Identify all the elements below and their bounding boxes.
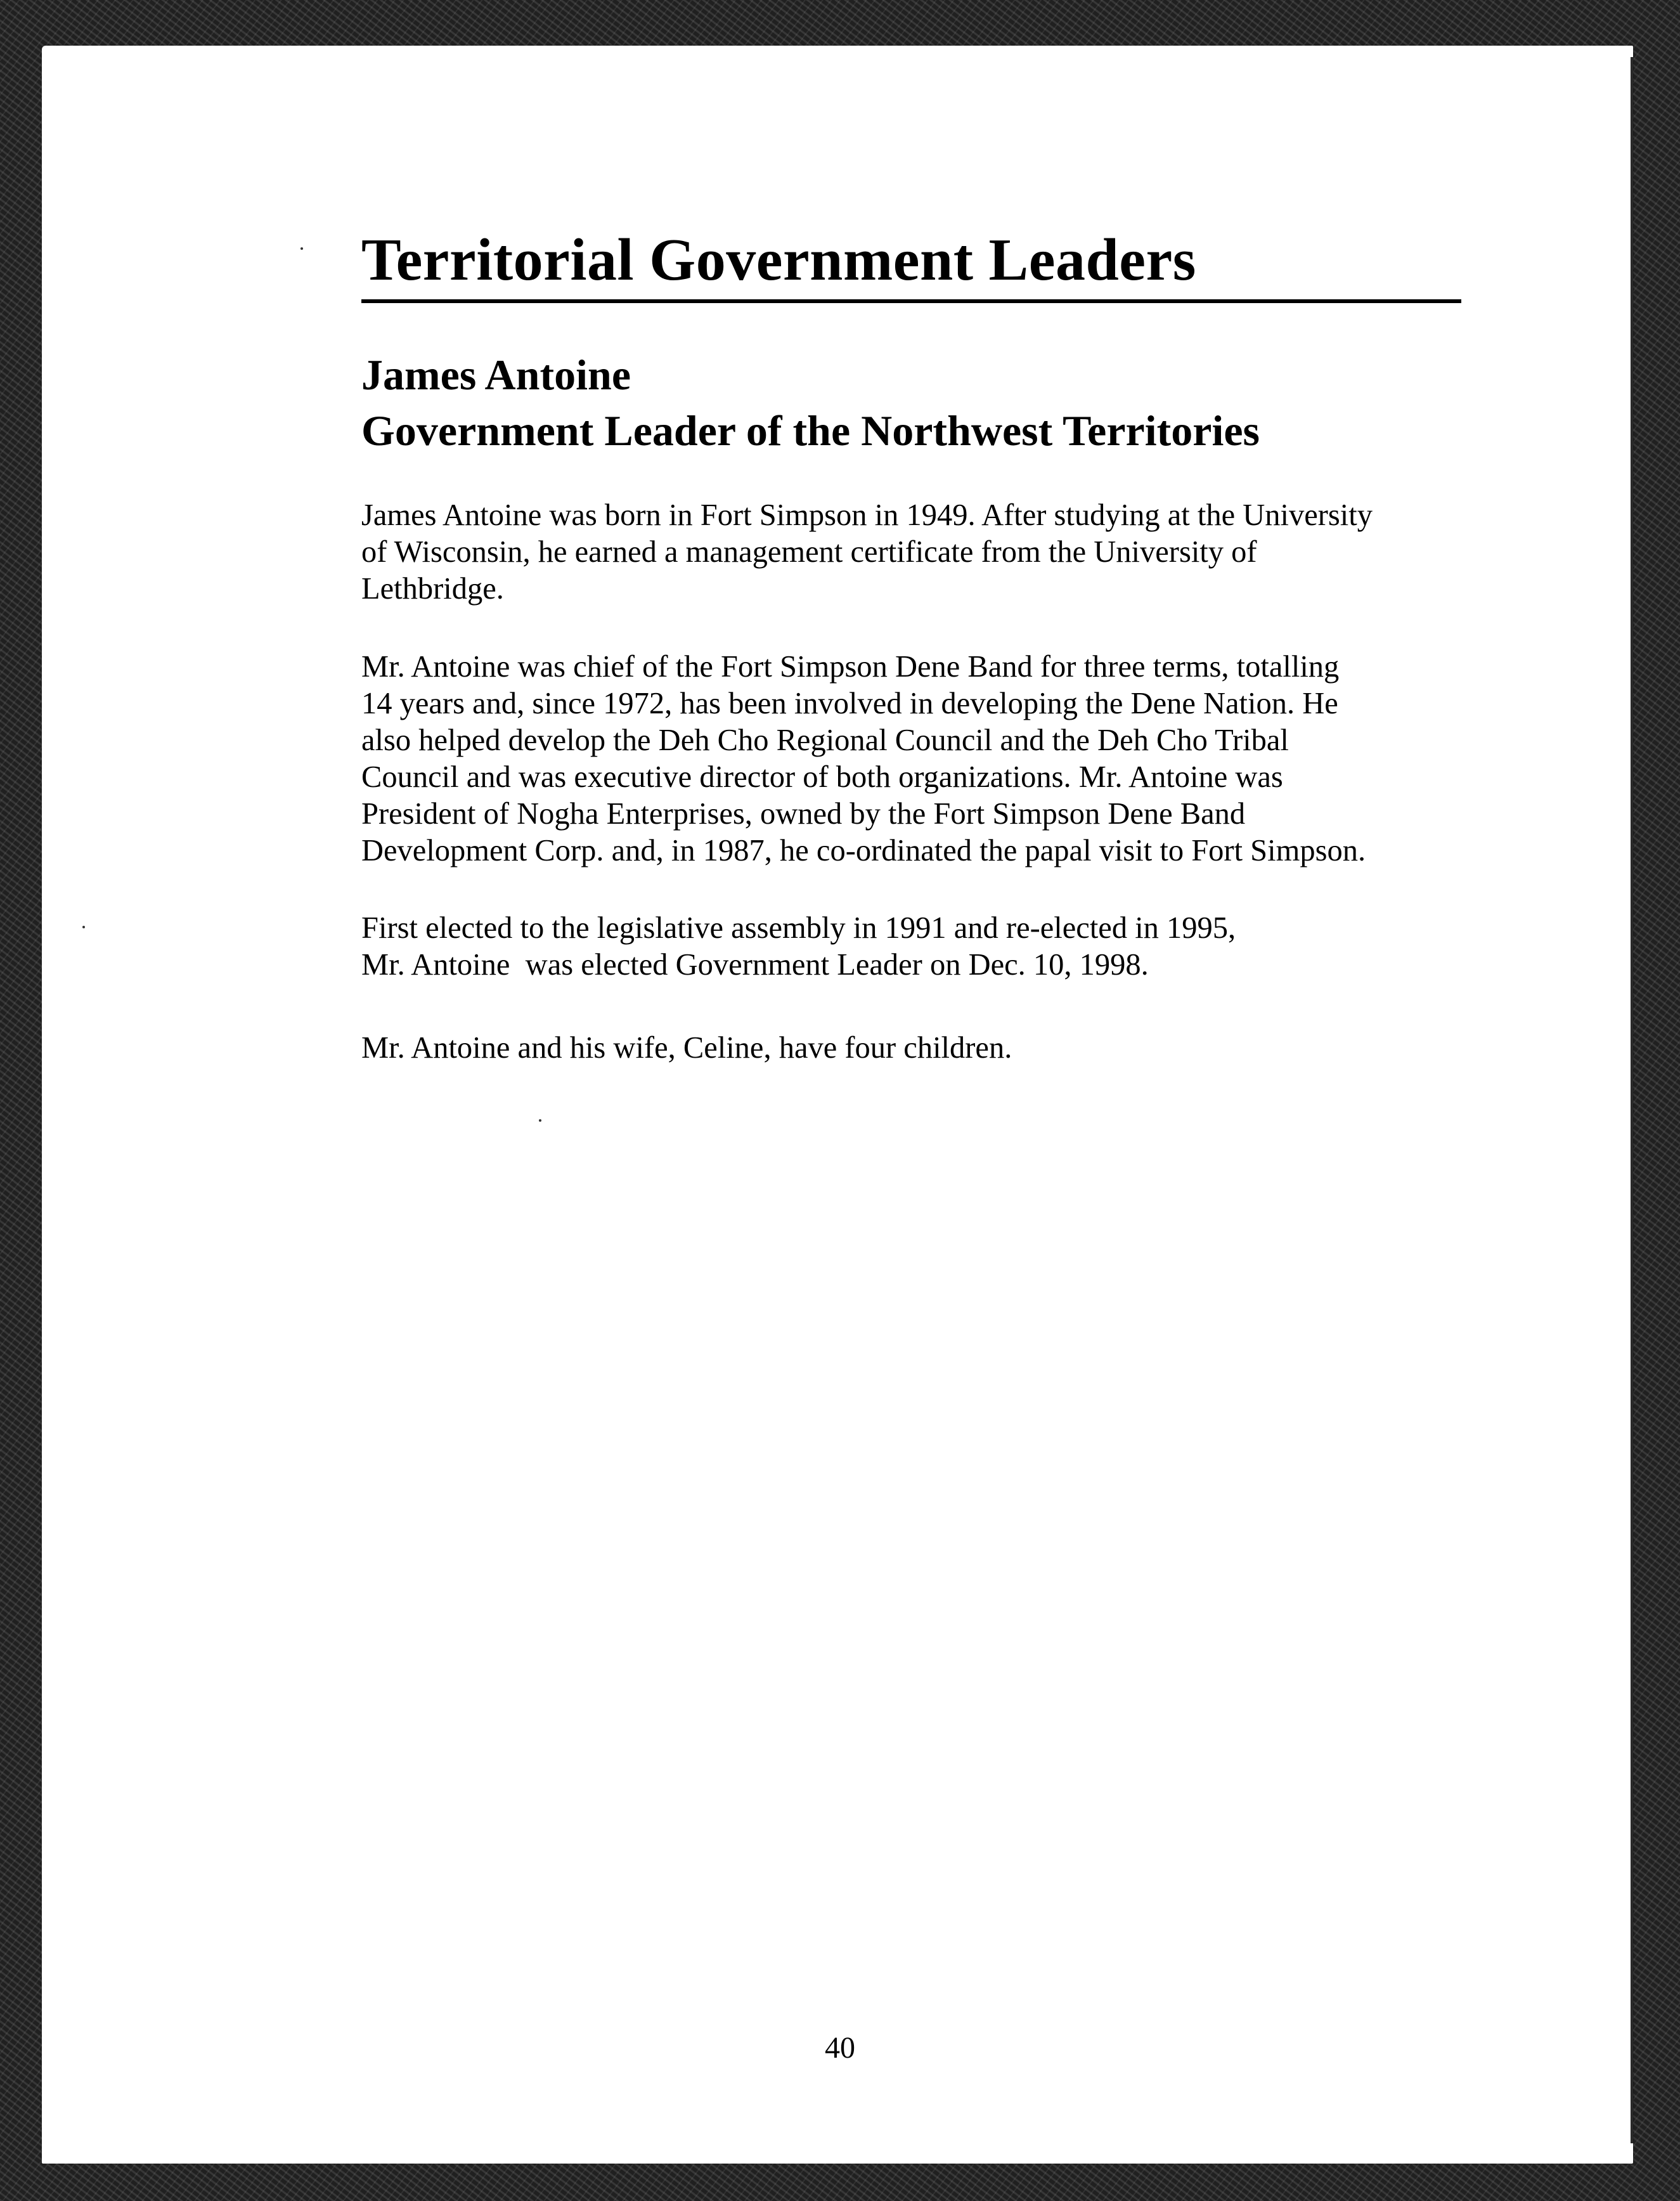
title-underline	[361, 299, 1461, 303]
text-line: Development Corp. and, in 1987, he co-ordinated the papal visit to Fort Simpson.	[361, 834, 1366, 867]
text-line: Lethbridge.	[361, 572, 504, 606]
paragraph-biography	[361, 497, 1477, 607]
document-page	[42, 46, 1633, 2164]
text-line: First elected to the legislative assembly in 1991 and re-elected in 1995,	[361, 911, 1236, 945]
text-line: Council and was executive director of both organizations. Mr. Antoine was	[361, 760, 1283, 794]
text-line: 14 years and, since 1972, has been involved in developing the Dene Nation. He	[361, 687, 1338, 720]
text-line: of Wisconsin, he earned a management certificate from the University of	[361, 535, 1257, 569]
leader-name: James Antoine	[361, 351, 631, 399]
paragraph-family	[361, 1030, 1477, 1067]
page-number: 40	[825, 2031, 855, 2065]
text-line: Mr. Antoine and his wife, Celine, have four children.	[361, 1031, 1012, 1065]
scan-speck	[300, 247, 303, 250]
paragraph-election	[361, 910, 1477, 984]
page-edge-shadow	[1631, 57, 1633, 2143]
text-line: Mr. Antoine was chief of the Fort Simpson Dene Band for three terms, totalling	[361, 650, 1340, 684]
text-line: also helped develop the Deh Cho Regional Council and the Deh Cho Tribal	[361, 724, 1289, 757]
leader-role: Government Leader of the Northwest Territories	[361, 406, 1260, 455]
text-line: President of Nogha Enterprises, owned by the Fort Simpson Dene Band	[361, 797, 1246, 831]
text-line: James Antoine was born in Fort Simpson in 1949. After studying at the University	[361, 498, 1373, 532]
paragraph-career	[361, 649, 1477, 869]
text-line: Mr. Antoine was elected Government Leader on Dec. 10, 1998.	[361, 948, 1149, 982]
page-title: Territorial Government Leaders	[361, 227, 1196, 293]
scan-speck	[82, 926, 85, 928]
scan-speck	[539, 1119, 541, 1122]
